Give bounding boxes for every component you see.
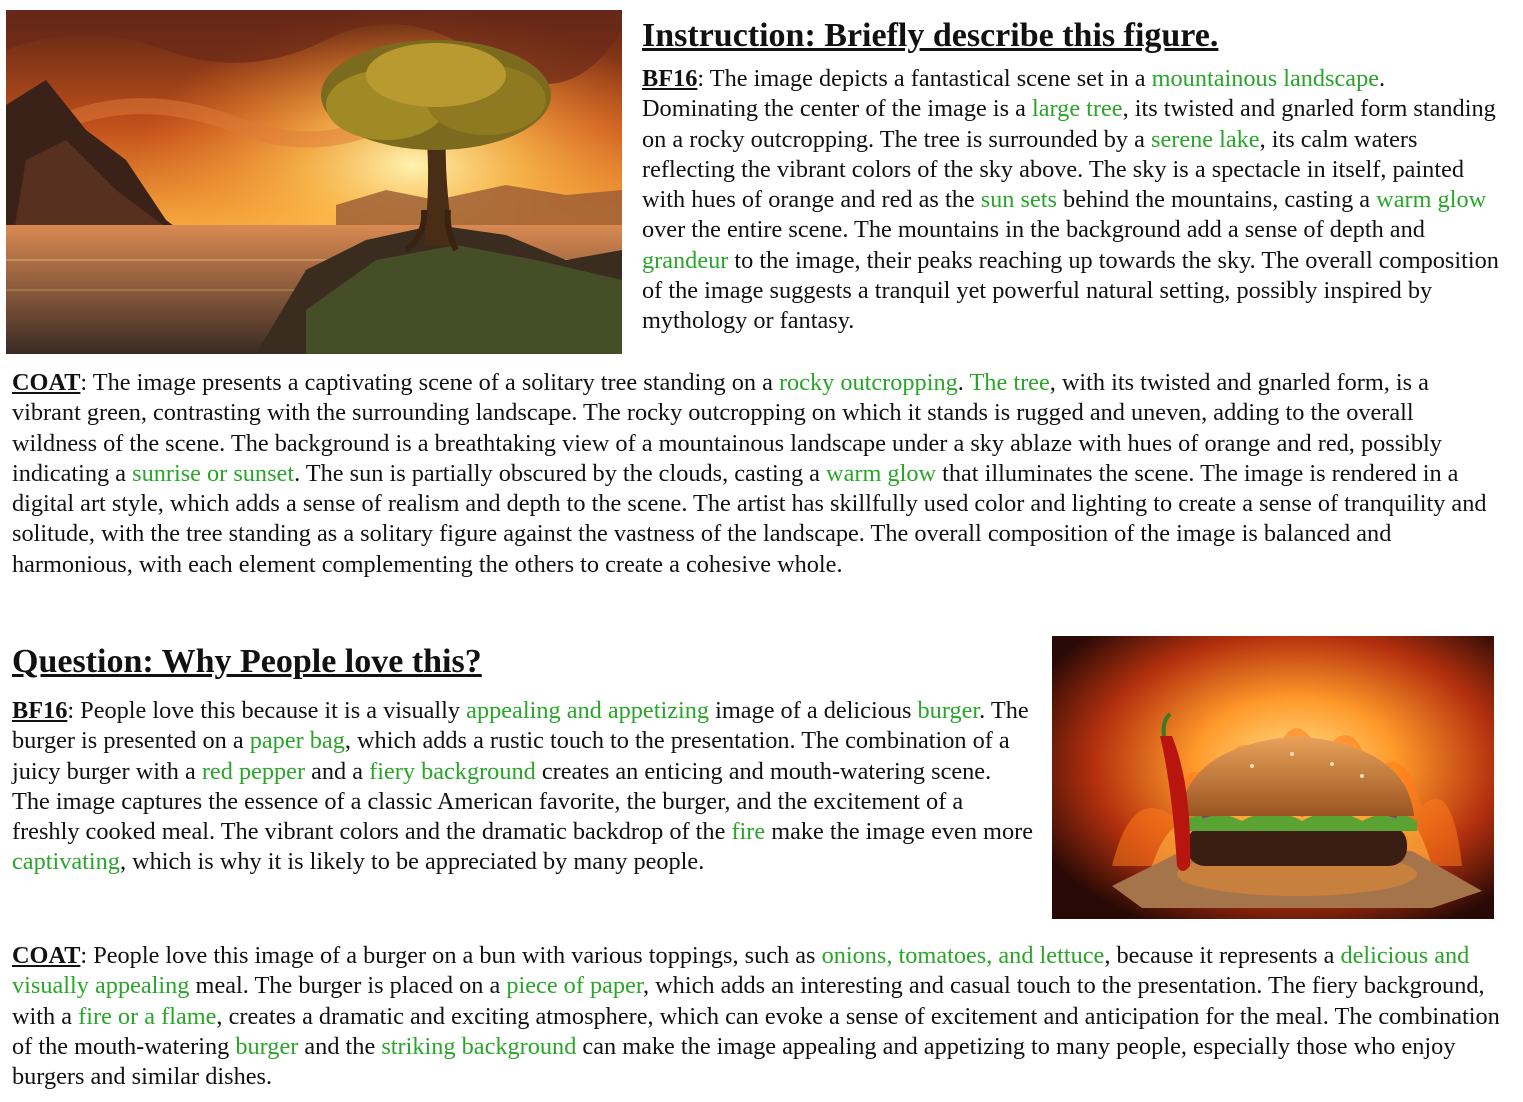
highlighted-phrase: large tree — [1031, 95, 1123, 123]
highlighted-phrase: appealing and appetizing — [466, 697, 710, 724]
text-segment: , its calm waters reflecting the vibrant colors of the sky above. The sky is a spectacle in itself, painted with hues of orange and red as the — [642, 125, 1465, 214]
bf16-text — [12, 697, 1033, 875]
highlighted-phrase: onions, tomatoes, and lettuce — [821, 942, 1105, 969]
burger-fire-image — [1052, 636, 1494, 919]
section1-bf16-paragraph — [642, 64, 1502, 337]
text-segment: to the image, their peaks reaching up towards the sky. The overall composition of the image suggests a tranquil yet powerful natural setting, possibly inspired by mythology or fantasy. — [642, 246, 1499, 335]
highlighted-phrase: serene lake — [1150, 125, 1260, 153]
highlighted-phrase: fire — [731, 818, 766, 846]
text-segment: . The burger is presented on a — [12, 697, 1029, 755]
highlighted-phrase: red pepper — [201, 757, 306, 785]
section2-bf16-paragraph — [12, 696, 1034, 878]
tree-landscape-image — [6, 10, 622, 354]
text-segment: meal. The burger is placed on a — [189, 972, 507, 1000]
highlighted-phrase: paper bag — [249, 727, 345, 755]
bf16-label: BF16 — [642, 65, 698, 92]
text-segment: , which is why it is likely to be appreciated by many people. — [119, 848, 705, 876]
text-segment: : The image presents a captivating scene of a solitary tree standing on a — [80, 369, 779, 396]
highlighted-phrase: rocky outcropping — [778, 369, 958, 396]
text-segment: behind the mountains, casting a — [1056, 186, 1377, 214]
section2-heading: Question: Why People love this? — [12, 643, 482, 680]
section1-coat-paragraph — [12, 368, 1492, 580]
text-segment: and a — [305, 757, 370, 785]
highlighted-phrase: grandeur — [642, 246, 729, 274]
highlighted-phrase: fiery background — [369, 757, 536, 785]
bf16-text — [642, 65, 1499, 334]
highlighted-phrase: The tree — [969, 369, 1050, 396]
text-segment: , because it represents a — [1104, 942, 1341, 969]
text-segment: make the image even more — [765, 818, 1033, 846]
text-segment: image of a delicious — [709, 697, 918, 724]
highlighted-phrase: burger — [235, 1032, 299, 1060]
highlighted-phrase: sunrise or sunset — [132, 459, 295, 487]
text-segment: , creates a dramatic and exciting atmosphere, which can evoke a sense of excitement and anticipation for the meal. The combination of the mouth-watering — [12, 1002, 1500, 1060]
highlighted-phrase: striking background — [381, 1032, 577, 1060]
text-segment: , which adds an interesting and casual touch to the presentation. The fiery background, with a — [12, 972, 1485, 1030]
highlighted-phrase: mountainous landscape — [1151, 65, 1380, 92]
highlighted-phrase: captivating — [12, 848, 120, 876]
coat-text — [12, 942, 1500, 1090]
text-segment: , its twisted and gnarled form standing on a rocky outcropping. The tree is surrounded by a — [642, 95, 1496, 153]
text-segment: can make the image appealing and appetizing to many people, especially those who enjoy burgers and similar dishes. — [12, 1032, 1456, 1091]
highlighted-phrase: piece of paper — [506, 972, 643, 1000]
text-segment: : People love this image of a burger on a bun with various toppings, such as — [80, 942, 822, 969]
highlighted-phrase: warm glow — [1376, 186, 1487, 214]
highlighted-phrase: burger — [917, 697, 980, 724]
coat-label: COAT — [12, 942, 81, 969]
coat-label: COAT — [12, 369, 81, 396]
text-segment: : People love this because it is a visually — [67, 697, 467, 724]
text-segment: that illuminates the scene. The image is rendered in a digital art style, which adds a sense of realism and depth to the scene. The artist has skillfully used color and lighting to create a sense of tranquility and solitude, with the tree standing as a solitary figure against the vastness of the landscape. The overall composition of the image is balanced and harmonious, with each element complementing the others to create a cohesive whole. — [12, 459, 1487, 578]
text-segment: , which adds a rustic touch to the presentation. The combination of a juicy burger with a — [12, 727, 1010, 785]
highlighted-phrase: warm glow — [826, 459, 937, 487]
highlighted-phrase: delicious and visually appealing — [12, 942, 1470, 1000]
highlighted-phrase: sun sets — [980, 186, 1057, 214]
text-segment: . The sun is partially obscured by the clouds, casting a — [294, 459, 827, 487]
section2-coat-paragraph — [12, 941, 1520, 1092]
text-segment: and the — [298, 1032, 382, 1060]
coat-text — [12, 369, 1487, 578]
text-segment: . Dominating the center of the image is a — [642, 65, 1386, 123]
text-segment: : The image depicts a fantastical scene set in a — [697, 65, 1152, 92]
highlighted-phrase: fire or a flame — [78, 1002, 217, 1030]
bf16-label: BF16 — [12, 697, 68, 724]
text-segment: creates an enticing and mouth-watering scene. The image captures the essence of a classic American favorite, the burger, and the excitement of a freshly cooked meal. The vibrant colors and the dramatic backdrop of the — [12, 757, 992, 846]
text-segment: over the entire scene. The mountains in the background add a sense of depth and — [642, 216, 1425, 244]
section1-heading: Instruction: Briefly describe this figure. — [642, 17, 1219, 54]
text-segment: . — [957, 369, 970, 396]
text-segment: , with its twisted and gnarled form, is a vibrant green, contrasting with the surrounding landscape. The rocky outcropping on which it stands is rugged and uneven, adding to the overall wildness of the scene. The background is a breathtaking view of a mountainous landscape under a sky ablaze with hues of orange and red, possibly indicating a — [12, 369, 1442, 487]
